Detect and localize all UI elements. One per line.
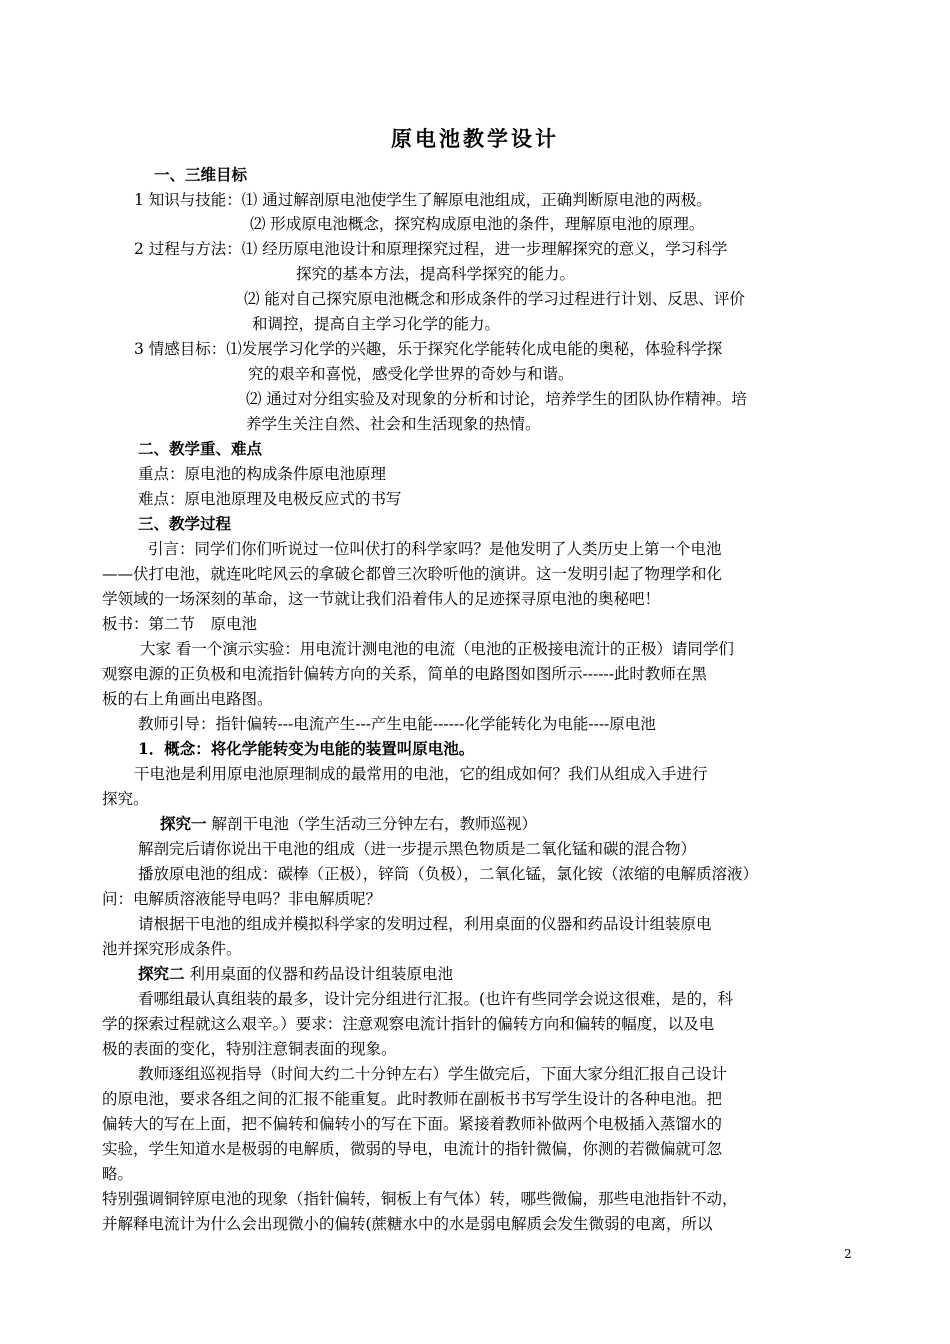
concept-heading: 1．概念：将化学能转变为电能的装置叫原电池。 xyxy=(138,739,475,758)
text-line: 究的艰辛和喜悦，感受化学世界的奇妙与和谐。 xyxy=(248,365,574,383)
text-line: ⑵ 能对自己探究原电池概念和形成条件的学习过程进行计划、反思、评价 xyxy=(244,290,745,308)
text-line: 请根据干电池的组成并模拟科学家的发明过程，利用桌面的仪器和药品设计组装原电 xyxy=(138,915,712,933)
text-line: 1 知识与技能：⑴ 通过解剖原电池使学生了解原电池组成，正确判断原电池的两极。 xyxy=(134,191,712,209)
text-line: 学的探索过程就这么艰辛。）要求：注意观察电流计指针的偏转方向和偏转的幅度，以及电 xyxy=(102,1015,715,1033)
text-line: 2 过程与方法：⑴ 经历原电池设计和原理探究过程，进一步理解探究的意义，学习科学 xyxy=(134,240,728,258)
heading-process: 三、教学过程 xyxy=(138,514,232,533)
text-line: 看哪组最认真组装的最多，设计完分组进行汇报。(也许有些同学会说这很难，是的，科 xyxy=(138,990,734,1008)
text-line: 探究。 xyxy=(102,790,149,808)
text-line: 养学生关注自然、社会和生活现象的热情。 xyxy=(246,415,541,433)
text-line: 3 情感目标：⑴发展学习化学的兴趣，乐于探究化学能转化成电能的奥秘，体验科学探 xyxy=(134,340,723,358)
page-number: 2 xyxy=(844,1247,852,1261)
text-line: 学领域的一场深刻的革命，这一节就让我们沿着伟人的足迹探寻原电池的奥秘吧！ xyxy=(102,590,661,608)
exploration-two xyxy=(138,962,453,986)
text-line: 池并探究形成条件。 xyxy=(102,940,242,958)
text-line: 探究的基本方法，提高科学探究的能力。 xyxy=(296,265,576,283)
text-line: 并解释电流计为什么会出现微小的偏转(蔗糖水中的水是弱电解质会发生微弱的电离，所以 xyxy=(102,1215,713,1233)
exploration-one-label: 探究一 xyxy=(160,814,207,833)
exploration-one-text: 解剖干电池（学生活动三分钟左右，教师巡视） xyxy=(211,815,537,833)
text-line: 干电池是利用原电池原理制成的最常用的电池，它的组成如何？我们从组成入手进行 xyxy=(134,765,708,783)
text-line: 难点：原电池原理及电极反应式的书写 xyxy=(138,490,402,508)
text-line: 观察电源的正负极和电流指针偏转方向的关系，简单的电路图如图所示------此时教师在黑 xyxy=(102,665,707,683)
text-line: 略。 xyxy=(102,1165,134,1183)
text-line: 重点：原电池的构成条件原电池原理 xyxy=(138,465,387,483)
text-line: 引言：同学们你们听说过一位叫伏打的科学家吗？是他发明了人类历史上第一个电池 xyxy=(148,540,722,558)
document-title: 原电池教学设计 xyxy=(391,126,559,151)
text-line: 板书：第二节 原电池 xyxy=(102,615,258,633)
exploration-two-text: 利用桌面的仪器和药品设计组装原电池 xyxy=(189,965,453,983)
heading-objectives: 一、三维目标 xyxy=(154,165,248,184)
text-line: 和调控，提高自主学习化学的能力。 xyxy=(252,315,501,333)
text-line: 极的表面的变化，特别注意铜表面的现象。 xyxy=(102,1040,397,1058)
text-line: 教师引导：指针偏转---电流产生---产生电能------化学能转化为电能----原电池 xyxy=(138,715,656,733)
text-line: 播放原电池的组成：碳棒（正极），锌筒（负极），二氧化锰，氯化铵（浓缩的电解质溶液） xyxy=(138,865,759,883)
text-line: 问：电解质溶液能导电吗？非电解质呢？ xyxy=(102,890,382,908)
exploration-one xyxy=(160,812,537,836)
exploration-two-label: 探究二 xyxy=(138,964,185,983)
text-line: 大家 看一个演示实验：用电流计测电池的电流（电池的正极接电流计的正极）请同学们 xyxy=(140,640,734,658)
text-line: 教师逐组巡视指导（时间大约二十分钟左右）学生做完后，下面大家分组汇报自己设计 xyxy=(138,1065,728,1083)
text-line: ——伏打电池，就连叱咤风云的拿破仑都曾三次聆听他的演讲。这一发明引起了物理学和化 xyxy=(102,565,723,583)
text-line: ⑵ 形成原电池概念，探究构成原电池的条件，理解原电池的原理。 xyxy=(250,215,705,233)
text-line: 实验，学生知道水是极弱的电解质，微弱的导电，电流计的指针微偏，你测的若微偏就可忽 xyxy=(102,1140,723,1158)
text-line: 解剖完后请你说出干电池的组成（进一步提示黑色物质是二氧化锰和碳的混合物） xyxy=(138,840,697,858)
text-line: 特别强调铜锌原电池的现象（指针偏转，铜板上有气体）转，哪些微偏，那些电池指针不动， xyxy=(102,1190,738,1208)
text-line: ⑵ 通过对分组实验及对现象的分析和讨论，培养学生的团队协作精神。培 xyxy=(246,390,747,408)
text-line: 板的右上角画出电路图。 xyxy=(102,690,273,708)
text-line: 偏转大的写在上面，把不偏转和偏转小的写在下面。紧接着教师补做两个电极插入蒸馏水的 xyxy=(102,1115,723,1133)
heading-key-points: 二、教学重、难点 xyxy=(138,439,263,458)
text-line: 的原电池，要求各组之间的汇报不能重复。此时教师在副板书书写学生设计的各种电池。把 xyxy=(102,1090,723,1108)
